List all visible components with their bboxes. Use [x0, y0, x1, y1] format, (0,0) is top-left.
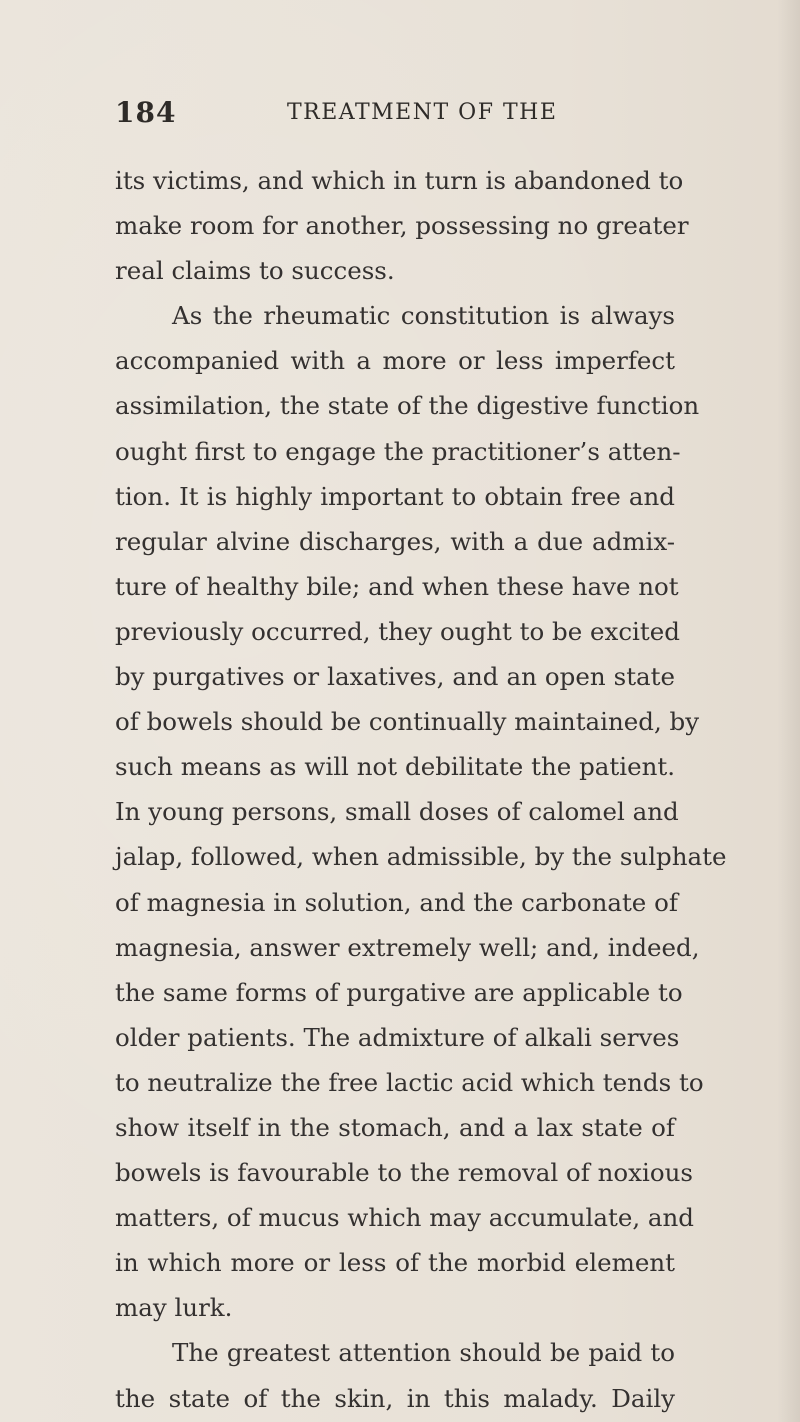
body-text [115, 158, 727, 1421]
text-line: in which more or less of the morbid element [115, 1248, 675, 1278]
text-line: of magnesia in solution, and the carbonate of [115, 887, 678, 917]
text-line: The greatest attention should be paid to [172, 1338, 675, 1368]
text-line: its victims, and which in turn is abandoned to [115, 166, 684, 195]
text-line: bowels is favourable to the removal of noxious [115, 1158, 693, 1188]
running-title: TREATMENT OF THE [287, 100, 558, 125]
text-line: assimilation, the state of the digestive function [115, 391, 700, 421]
text-line: show itself in the stomach, and a lax state of [115, 1112, 675, 1142]
text-line: make room for another, possessing no greater [115, 211, 689, 241]
text-line: of bowels should be continually maintained, by [115, 707, 700, 737]
text-line: may lurk. [115, 1293, 233, 1323]
text-line: tion. It is highly important to obtain free and [115, 481, 675, 511]
text-line: such means as will not debilitate the patient. [115, 752, 675, 782]
text-line: real claims to success. [115, 256, 395, 286]
text-line: As the rheumatic constitution is always [172, 301, 675, 331]
text-line: magnesia, answer extremely well; and, indeed, [115, 932, 700, 962]
page-edge-shadow [778, 0, 800, 1422]
text-line: matters, of mucus which may accumulate, and [115, 1203, 694, 1233]
text-line: to neutralize the free lactic acid which tends to [115, 1067, 704, 1097]
running-head [115, 96, 675, 136]
text-line: regular alvine discharges, with a due admix- [115, 526, 675, 556]
text-line: In young persons, small doses of calomel and [115, 797, 679, 827]
text-line: previously occurred, they ought to be excited [115, 616, 680, 646]
text-line: ture of healthy bile; and when these have not [115, 571, 679, 601]
text-line: jalap, followed, when admissible, by the sulphate [115, 842, 727, 872]
text-line: accompanied with a more or less imperfect [115, 346, 675, 376]
text-line: ought first to engage the practitioner’s atten- [115, 436, 681, 466]
text-line: by purgatives or laxatives, and an open state [115, 662, 675, 692]
text-line: the state of the skin, in this malady. Daily [115, 1383, 675, 1413]
text-line: the same forms of purgative are applicable to [115, 977, 683, 1007]
page-number: 184 [115, 96, 177, 129]
text-line: older patients. The admixture of alkali serves [115, 1022, 680, 1052]
